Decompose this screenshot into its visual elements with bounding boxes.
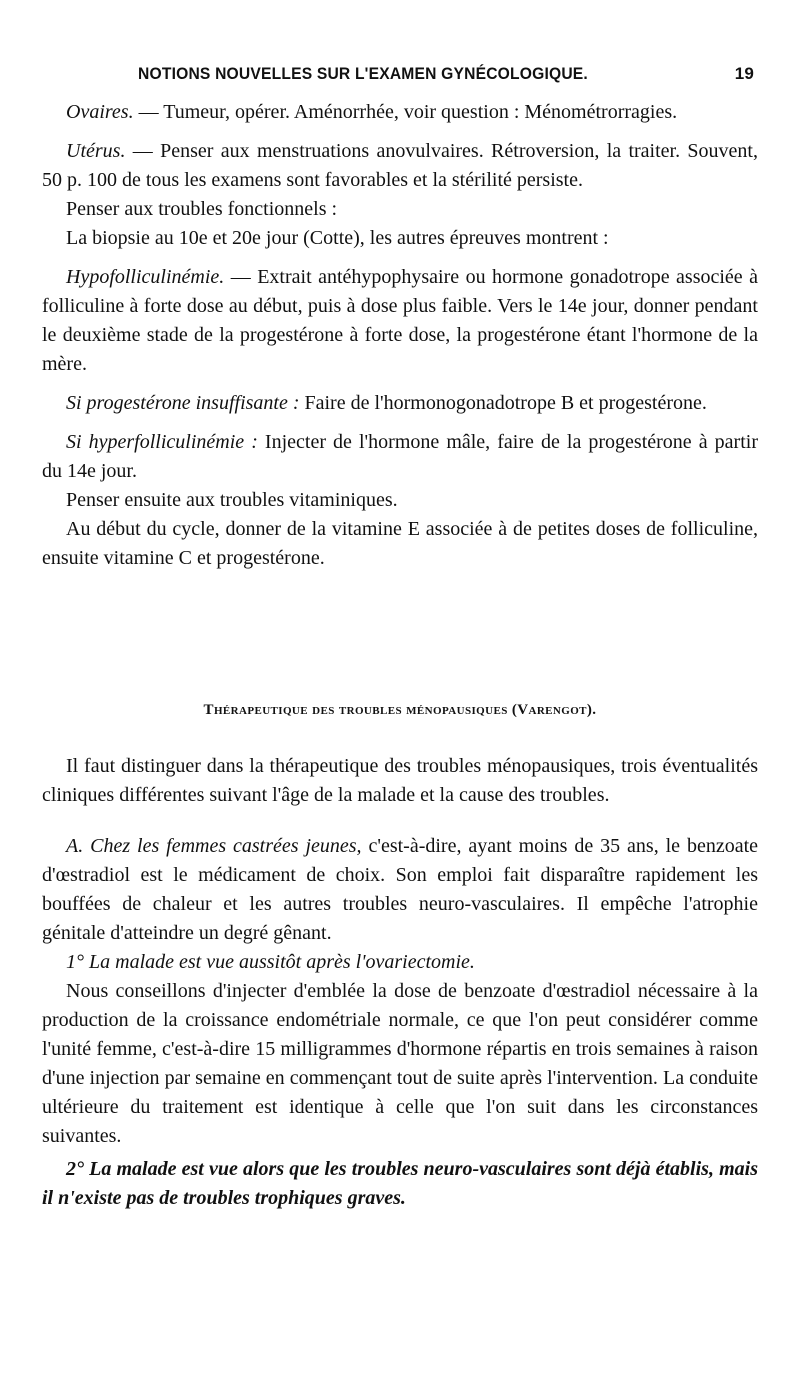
paragraph-debut-cycle [42,515,758,573]
paragraph-label: Utérus. [66,140,126,162]
paragraph-case-1-heading [42,948,758,977]
paragraph-text: La biopsie au 10e et 20e jour (Cotte), les autres épreuves montrent : [66,227,609,249]
paragraph-troubles-fonctionnels [42,195,758,224]
header-title: NOTIONS NOUVELLES SUR L'EXAMEN GYNÉCOLOGIQUE. [138,64,588,83]
paragraph-distinguer [42,752,758,810]
paragraph-text: Penser ensuite aux troubles vitaminiques. [66,489,398,511]
paragraph-label: Si hyperfolliculinémie : [66,431,258,453]
paragraph-case-1-body [42,977,758,1151]
body-text-upper [42,98,758,573]
paragraph-label: Hypofolliculinémie. [66,266,225,288]
paragraph-label: Ovaires. [66,101,134,123]
section-title [42,702,758,719]
paragraph-text: c'est-à-dire, ayant moins de 35 ans, le benzoate d'œstradiol est le médicament de choix. Son emploi fait disparaître rapidement les bouffées de chaleur et les autres troubles neuro-vasculaires. Il empêche l'atrophie génitale d'atteindre un degré gênant. [42,835,759,944]
paragraph-progesterone-insuffisante [42,389,758,418]
paragraph-label: A. Chez les femmes castrées jeunes, [66,835,362,857]
paragraph-label: 2° La malade est vue alors que les troubles neuro-vasculaires sont déjà établis, mais il n'existe pas de troubles trophiques graves. [42,1158,758,1209]
paragraph-ovaires [42,98,758,127]
paragraph-text: Il faut distinguer dans la thérapeutique des troubles ménopausiques, trois éventualités cliniques différentes suivant l'âge de la malade et la cause des troubles. [42,755,758,806]
paragraph-castrees-jeunes [42,832,758,948]
paragraph-hypofolliculinemie [42,263,758,379]
paragraph-text: Injecter de l'hormone mâle, faire de la progestérone à partir du 14e jour. [42,431,758,482]
paragraph-text: Faire de l'hormonogonadotrope B et progestérone. [299,392,707,414]
paragraph-text: — Extrait antéhypophysaire ou hormone gonadotrope associée à folliculine à forte dose au début, puis à dose plus faible. Vers le 14e jour, donner pendant le deuxième stade de la progestérone à forte dose, la progestérone étant l'hormone de la mère. [42,266,758,375]
paragraph-vitaminiques [42,486,758,515]
paragraph-hyperfolliculinemie [42,428,758,486]
running-header [42,60,758,88]
section-title-text: Thérapeutique des troubles ménopausiques (Varengot). [203,702,597,718]
paragraph-label: Si progestérone insuffisante : [66,392,300,414]
paragraph-text: Nous conseillons d'injecter d'emblée la dose de benzoate d'œstradiol nécessaire à la production de la croissance endométriale normale, ce que l'on peut considérer comme l'unité femme, c'est-à-dire 15 milligrammes d'hormone répartis en trois semaines à raison d'une injection par semaine en commençant tout de suite après l'intervention. La conduite ultérieure du traitement est identique à celle que l'on suit dans les circonstances suivantes. [42,980,758,1147]
paragraph-case-2-heading [42,1155,758,1213]
paragraph-text: — Penser aux menstruations anovulvaires. Rétroversion, la traiter. Souvent, 50 p. 100 de tous les examens sont favorables et la stérilité persiste. [42,140,758,191]
paragraph-label: 1° La malade est vue aussitôt après l'ovariectomie. [66,951,475,973]
paragraph-uterus [42,137,758,195]
paragraph-text: — Tumeur, opérer. Aménorrhée, voir question : Ménométrorragies. [133,101,678,123]
body-text-lower [42,752,758,1213]
paragraph-biopsie [42,224,758,253]
paragraph-text: Au début du cycle, donner de la vitamine E associée à de petites doses de folliculine, ensuite vitamine C et progestérone. [42,518,758,569]
page-number: 19 [734,64,754,83]
paragraph-text: Penser aux troubles fonctionnels : [66,198,338,220]
